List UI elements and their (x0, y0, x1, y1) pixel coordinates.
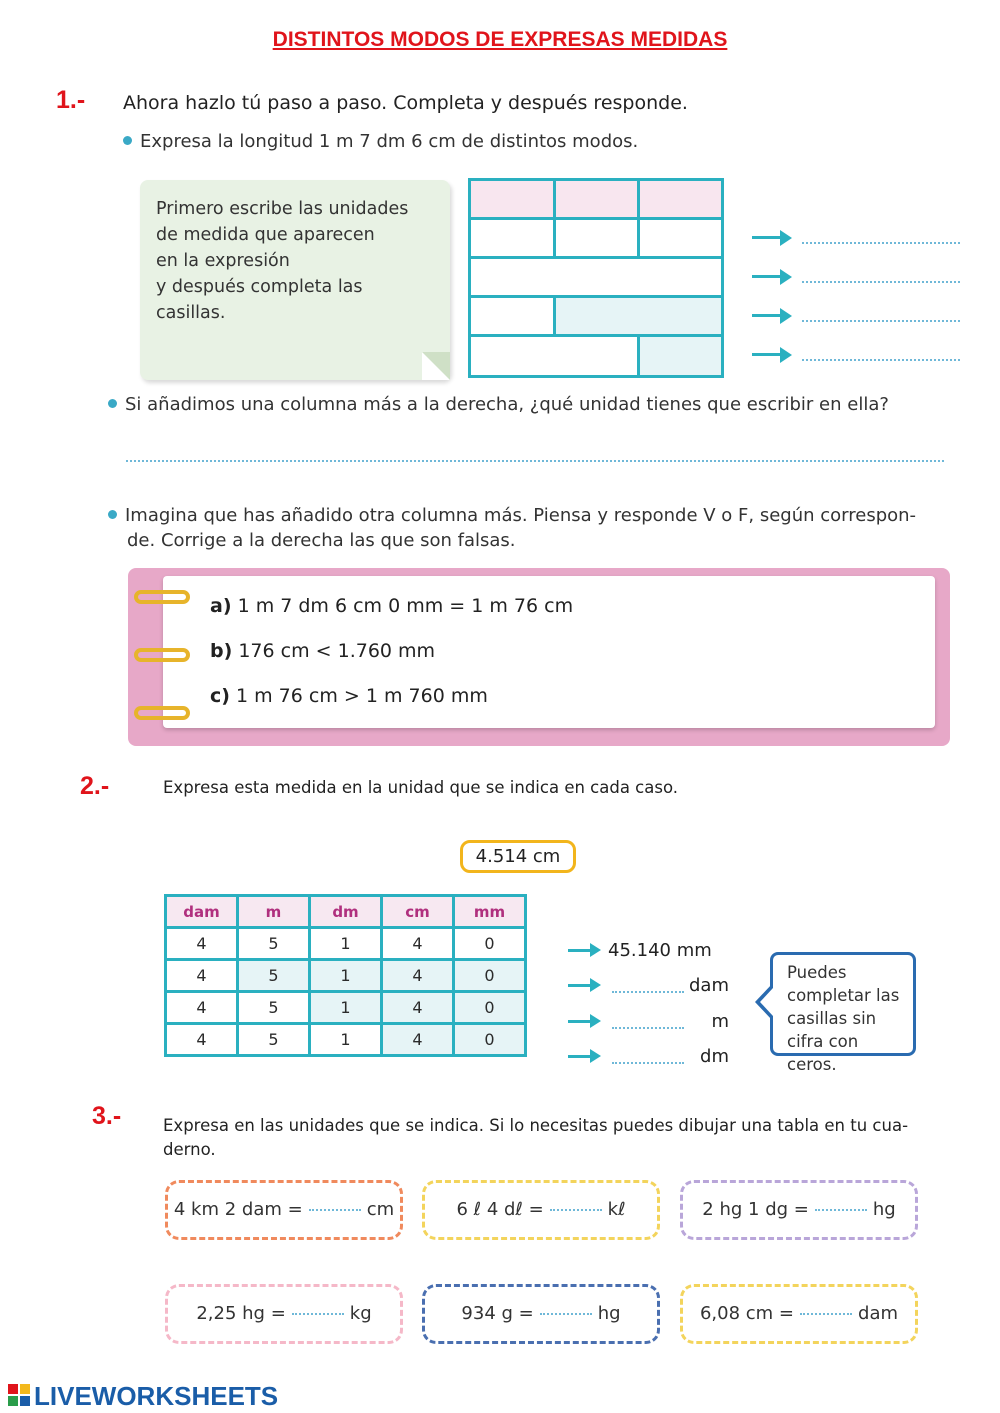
exercise-3-heading (163, 1114, 908, 1162)
answer-row-2 (752, 267, 962, 287)
arrow-head-icon (780, 230, 792, 246)
conversion-expression: 934 g = (461, 1303, 534, 1324)
grid-cell[interactable] (553, 295, 724, 337)
measure-badge: 4.514 cm (460, 840, 576, 873)
arrow-head-icon (780, 347, 792, 363)
note-fold (422, 352, 450, 380)
arrow-icon (752, 314, 782, 317)
answer-line[interactable] (612, 1027, 684, 1029)
exercise-1-bullet-2 (108, 394, 889, 415)
table-cell: 0 (454, 1024, 526, 1056)
answer-line-long[interactable] (126, 460, 944, 462)
tip-line: completar las (787, 986, 900, 1005)
bullet-icon (108, 399, 117, 408)
conversion-expression: 6,08 cm = (699, 1303, 795, 1324)
answer-2-row-1 (568, 940, 733, 962)
exercise-3-heading-line: Expresa en las unidades que se indica. Si lo necesitas puedes dibujar una tabla en tu cua- (163, 1116, 909, 1135)
table-cell: 5 (238, 960, 310, 992)
bullet-icon (108, 510, 117, 519)
exercise-1-bullet-3 (108, 503, 968, 553)
exercise-3-heading-line: derno. (163, 1140, 216, 1159)
conversion-expression: 6 ℓ 4 dℓ = (456, 1199, 544, 1220)
grid-cell[interactable] (553, 217, 640, 259)
grid-cell[interactable] (637, 217, 724, 259)
answer-line[interactable] (309, 1209, 361, 1211)
table-cell: 0 (454, 928, 526, 960)
arrow-icon (752, 275, 782, 278)
tip-pointer-inner (760, 988, 773, 1016)
conversion-unit: dam (858, 1303, 899, 1324)
bullet-3-text: Imagina que has añadido otra columna más. Piensa y responde V o F, según correspon- (125, 505, 917, 526)
exercise-2-number: 2.- (80, 772, 110, 800)
exercise-2-heading: Expresa esta medida en la unidad que se indica en cada caso. (163, 778, 679, 797)
grid-header-cell[interactable] (553, 178, 640, 220)
note-line: Primero escribe las unidades (156, 199, 409, 219)
table-cell: 1 (310, 960, 382, 992)
arrow-head-icon (590, 978, 601, 992)
bullet-icon (123, 136, 132, 145)
liveworksheets-logo-icon (8, 1384, 30, 1406)
conversion-expression: 2,25 hg = (196, 1303, 286, 1324)
arrow-head-icon (590, 943, 601, 957)
statement-b (210, 640, 435, 662)
conversion-unit: cm (366, 1199, 395, 1220)
answer-line[interactable] (540, 1313, 592, 1315)
answer-line[interactable] (802, 281, 960, 283)
ring-icon (134, 648, 190, 662)
table-cell: 1 (310, 928, 382, 960)
answer-line[interactable] (612, 1062, 684, 1064)
grid-cell[interactable] (468, 217, 556, 259)
table-cell: 5 (238, 992, 310, 1024)
units-table (164, 894, 527, 1057)
table-cell: 1 (310, 1024, 382, 1056)
column-header: mm (454, 896, 526, 928)
answer-line[interactable] (802, 320, 960, 322)
exercise-1-number: 1.- (56, 86, 86, 114)
answer-line[interactable] (800, 1313, 852, 1315)
tip-line: Puedes (787, 963, 847, 982)
note-text (156, 196, 441, 326)
conversion-box (680, 1284, 918, 1344)
note-line: casillas. (156, 303, 226, 323)
answer-2-row-2 (568, 975, 733, 997)
answer-2-row-3 (568, 1011, 733, 1033)
conversion-expression: 4 km 2 dam = (173, 1199, 303, 1220)
statement-label: a) (210, 595, 232, 617)
conversion-box (165, 1284, 403, 1344)
arrow-icon (568, 1020, 592, 1023)
table-row (166, 960, 526, 992)
arrow-icon (568, 984, 592, 987)
unit-label: dam (689, 975, 729, 996)
footer-brand[interactable]: LIVEWORKSHEETS (34, 1381, 279, 1411)
answer-line[interactable] (802, 359, 960, 361)
table-cell: 4 (166, 1024, 238, 1056)
statement-label: c) (210, 685, 230, 707)
exercise-3-number: 3.- (92, 1102, 122, 1130)
grid-header-cell[interactable] (637, 178, 724, 220)
bullet-2-text: Si añadimos una columna más a la derecha, ¿qué unidad tienes que escribir en ella? (125, 394, 889, 415)
units-grid (468, 178, 724, 378)
statement-text: 1 m 7 dm 6 cm 0 mm = 1 m 76 cm (237, 595, 574, 617)
ring-icon (134, 706, 190, 720)
ring-icon (134, 590, 190, 604)
statement-a (210, 595, 573, 617)
statement-label: b) (210, 640, 233, 662)
page-title: DISTINTOS MODOS DE EXPRESAS MEDIDAS (272, 28, 728, 51)
note-line: y después completa las (156, 277, 363, 297)
table-cell: 4 (382, 1024, 454, 1056)
bullet-1-text: Expresa la longitud 1 m 7 dm 6 cm de distintos modos. (140, 131, 639, 152)
table-cell: 5 (238, 1024, 310, 1056)
conversion-box (422, 1284, 660, 1344)
exercise-1-bullet-1 (123, 131, 638, 152)
note-line: de medida que aparecen (156, 225, 375, 245)
arrow-head-icon (590, 1014, 601, 1028)
table-row (166, 1024, 526, 1056)
conversion-expression: 2 hg 1 dg = (702, 1199, 809, 1220)
answer-line[interactable] (815, 1209, 867, 1211)
table-cell: 0 (454, 992, 526, 1024)
table-cell: 4 (382, 992, 454, 1024)
grid-cell[interactable] (468, 295, 556, 337)
grid-header-cell[interactable] (468, 178, 556, 220)
conversion-unit: hg (872, 1199, 896, 1220)
grid-cell[interactable] (468, 256, 724, 298)
answer-row-1 (752, 228, 962, 248)
note-line: en la expresión (156, 251, 290, 271)
answer-row-4 (752, 345, 962, 365)
arrow-head-icon (780, 269, 792, 285)
unit-label: m (711, 1011, 729, 1032)
conversion-box (680, 1180, 918, 1240)
column-header: dam (166, 896, 238, 928)
statement-text: 176 cm < 1.760 mm (238, 640, 436, 662)
grid-cell[interactable] (637, 334, 724, 378)
tip-box (770, 952, 916, 1074)
statement-c (210, 685, 488, 707)
answer-line[interactable] (550, 1209, 602, 1211)
column-header: m (238, 896, 310, 928)
conversion-unit: kℓ (607, 1199, 626, 1220)
column-header: cm (382, 896, 454, 928)
table-cell: 4 (166, 928, 238, 960)
table-cell: 4 (382, 928, 454, 960)
answer-2-row-4 (568, 1046, 733, 1068)
answer-row-3 (752, 306, 962, 326)
answer-line[interactable] (802, 242, 960, 244)
arrow-icon (568, 949, 592, 952)
answer-line[interactable] (612, 991, 684, 993)
example-answer: 45.140 mm (608, 940, 712, 961)
statement-text: 1 m 76 cm > 1 m 760 mm (236, 685, 488, 707)
arrow-icon (568, 1055, 592, 1058)
answer-line[interactable] (292, 1313, 344, 1315)
table-row (166, 992, 526, 1024)
conversion-unit: hg (597, 1303, 621, 1324)
conversion-unit: kg (349, 1303, 372, 1324)
arrow-head-icon (780, 308, 792, 324)
bullet-3-text-cont: de. Corrige a la derecha las que son falsas. (127, 530, 516, 551)
conversion-box (422, 1180, 660, 1240)
table-cell: 0 (454, 960, 526, 992)
arrow-head-icon (590, 1049, 601, 1063)
unit-label: dm (700, 1046, 729, 1067)
arrow-icon (752, 236, 782, 239)
table-cell: 4 (382, 960, 454, 992)
arrow-icon (752, 353, 782, 356)
table-row (166, 928, 526, 960)
exercise-1-heading: Ahora hazlo tú paso a paso. Completa y después responde. (123, 92, 688, 114)
table-cell: 4 (166, 992, 238, 1024)
tip-line: cifra con ceros. (787, 1032, 859, 1074)
table-cell: 4 (166, 960, 238, 992)
table-cell: 1 (310, 992, 382, 1024)
grid-cell[interactable] (468, 334, 640, 378)
tip-line: casillas sin (787, 1009, 877, 1028)
conversion-box (165, 1180, 403, 1240)
column-header: dm (310, 896, 382, 928)
table-cell: 5 (238, 928, 310, 960)
